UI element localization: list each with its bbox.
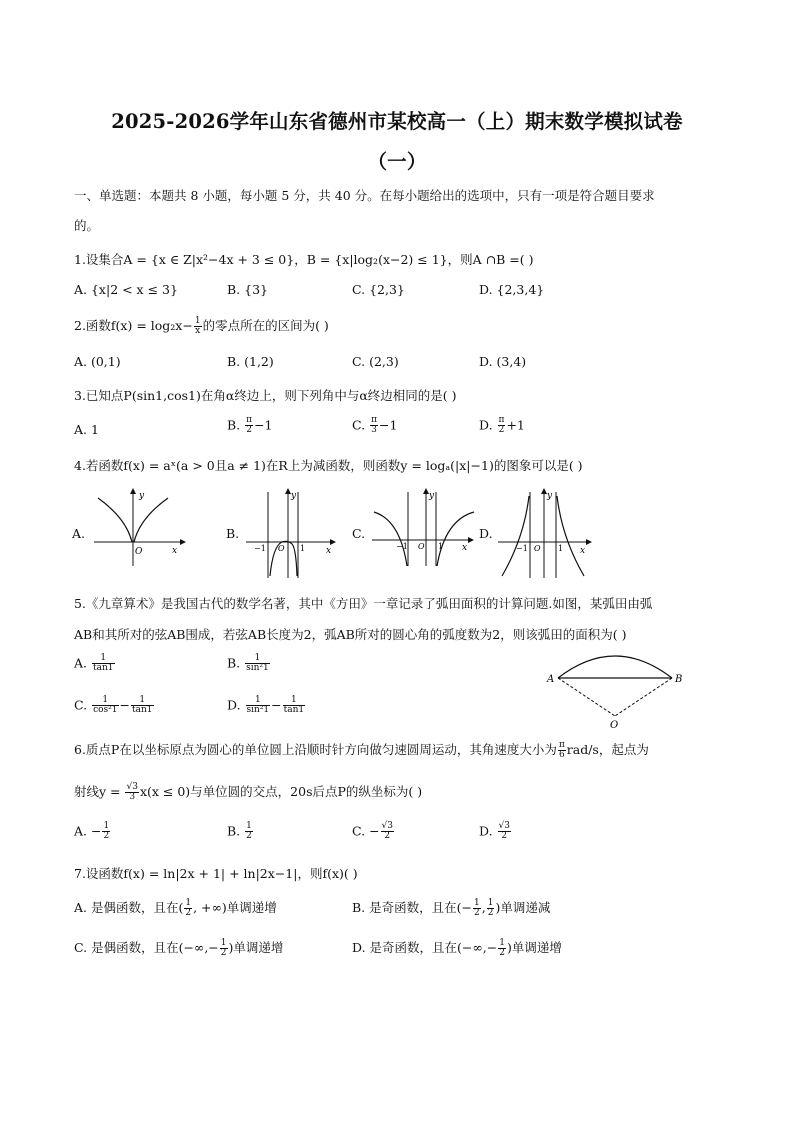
q5-c-num-2: 1 [131, 696, 154, 706]
q7-c-fraction [220, 939, 228, 959]
q4a-x-label: x [172, 546, 178, 556]
q1-option-b[interactable]: B. {3} [227, 282, 268, 297]
q7-b-fraction-2 [487, 899, 495, 919]
q6-c-den: 2 [384, 831, 391, 842]
q2-option-b[interactable]: B. (1,2) [227, 354, 274, 369]
q6-c-num: √3 [381, 821, 394, 831]
q6-option-d[interactable] [479, 822, 512, 842]
q4c-neg1: −1 [396, 542, 408, 551]
q6-omega-num: π [558, 739, 565, 750]
q6-b-fraction [245, 822, 253, 842]
q2-stem-start: 2.函数f(x) = log₂x− [74, 318, 193, 333]
q5-a-fraction [92, 654, 115, 674]
q6-line2-end: x(x ≤ 0)与单位圆的交点，20s后点P的纵坐标为( ) [139, 784, 423, 799]
q2-option-a[interactable]: A. (0,1) [74, 354, 121, 369]
q5-d-num-2: 1 [283, 696, 306, 706]
q5-option-d[interactable] [227, 696, 306, 716]
q6-slope-den: 3 [129, 792, 136, 802]
exam-title: 2025-2026学年山东省德州市某校高一（上）期末数学模拟试卷 [111, 110, 683, 133]
q5-a-num: 1 [92, 654, 115, 664]
q6-d-fraction [498, 822, 511, 842]
q4-option-a-label[interactable]: A. [72, 526, 86, 541]
q6-omega-den: 6 [558, 750, 565, 760]
q7-option-a[interactable] [74, 898, 277, 918]
q3-option-a[interactable]: A. 1 [74, 422, 99, 437]
q4-option-b-label[interactable]: B. [226, 526, 240, 541]
q4d-origin: O [534, 544, 541, 553]
q4d-pos1: 1 [558, 544, 564, 553]
q3-b-num: π [246, 415, 253, 425]
q1-option-a[interactable]: A. {x|2 < x ≤ 3} [74, 282, 178, 297]
q5-d-num-1: 1 [246, 696, 271, 706]
q7-a-start: A. 是偶函数，且在( [74, 900, 184, 915]
q5-c-label: C. [74, 697, 92, 713]
q6-b-label: B. [227, 823, 245, 839]
q6-omega-fraction [558, 741, 566, 761]
q7-option-b[interactable] [352, 898, 550, 918]
q5-b-den: sin²1 [246, 663, 269, 674]
q5-option-c[interactable] [74, 696, 155, 716]
q2-fraction [194, 317, 202, 337]
q6-slope-fraction [125, 783, 138, 803]
q2-frac-den: x [195, 326, 201, 336]
question-5-stem-cont: AB和其所对的弦AB围成，若弦AB长度为2，弧AB所对的圆心角的弧度数为2，则该弧田的面积为( ) [74, 627, 627, 642]
q7-d-den: 2 [499, 948, 505, 958]
q3-d-fraction [498, 416, 506, 436]
q7-a-fraction [184, 899, 192, 919]
question-5-stem: 5.《九章算术》是我国古代的数学名著，其中《方田》一章记录了弧田面积的计算问题.如图，某弧田由弧 [74, 596, 653, 611]
q6-line1-end: rad/s，起点为 [566, 742, 649, 757]
q3-d-rest: +1 [506, 417, 525, 433]
q5-option-a[interactable] [74, 654, 116, 674]
q2-stem-end: 的零点所在的区间为( ) [202, 318, 329, 333]
q7-a-den: 2 [185, 908, 192, 918]
q5-radius-oa [558, 678, 615, 716]
q3-option-d[interactable] [479, 416, 525, 436]
q7-c-end: )单调递增 [228, 940, 284, 955]
q4d-neg1: −1 [516, 544, 528, 553]
q4c-y-label: y [429, 491, 435, 501]
q3-option-b[interactable] [227, 416, 273, 436]
q3-b-den: 2 [246, 425, 252, 436]
q4b-y-label: y [291, 491, 297, 501]
q3-d-num: π [498, 415, 505, 425]
q7-d-fraction [498, 939, 506, 959]
q7-b-sep: , [481, 900, 486, 915]
q3-c-den: 3 [371, 425, 377, 436]
q3-option-c[interactable] [352, 416, 397, 436]
q6-option-b[interactable] [227, 822, 254, 842]
q6-line2-start: 射线y = [74, 784, 125, 799]
q5-arc-ab [558, 656, 672, 678]
q3-c-label: C. [352, 417, 370, 433]
q6-b-num: 1 [246, 821, 252, 831]
q5-point-o: O [610, 720, 619, 730]
q6-c-fraction [381, 822, 394, 842]
q7-c-start: C. 是偶函数，且在(−∞,− [74, 940, 219, 955]
q6-a-fraction [102, 822, 110, 842]
q2-frac-num: 1 [194, 315, 201, 326]
q7-b-start: B. 是奇函数，且在(− [352, 900, 472, 915]
q4d-y-label: y [547, 491, 553, 501]
q6-slope-num: √3 [126, 781, 138, 792]
q3-b-fraction [245, 416, 253, 436]
q5-c-minus: − [119, 697, 130, 713]
q5-b-label: B. [227, 655, 245, 671]
q7-b-fraction-1 [473, 899, 481, 919]
q3-b-label: B. [227, 417, 245, 433]
q6-d-num: √3 [498, 821, 510, 831]
q5-d-den-1: sin²1 [246, 705, 270, 716]
q3-d-den: 2 [498, 425, 505, 436]
q7-d-num: 1 [499, 937, 505, 948]
q5-d-fraction-2 [283, 696, 306, 716]
question-7-stem: 7.设函数f(x) = ln|2x + 1| + ln|2x−1|，则f(x)( ) [74, 866, 358, 881]
q5-c-fraction-1 [92, 696, 118, 716]
q4-graph-b[interactable] [244, 486, 336, 580]
q5-option-b[interactable] [227, 654, 271, 674]
q5-c-num-1: 1 [92, 696, 118, 706]
q6-d-den: 2 [501, 831, 508, 842]
q7-a-end: , +∞)单调递增 [193, 900, 277, 915]
q6-c-label: C. − [352, 823, 380, 839]
q4b-neg1: −1 [254, 544, 266, 553]
q4c-pos1: 1 [438, 542, 444, 551]
q5-d-minus: − [271, 697, 282, 713]
q7-b-den-1: 2 [473, 908, 480, 918]
q4d-x-label: x [580, 546, 586, 556]
section-header-cont: 的。 [74, 218, 100, 233]
q6-b-den: 2 [246, 831, 252, 842]
q7-b-den-2: 2 [487, 908, 494, 918]
q1-option-c[interactable]: C. {2,3} [352, 282, 405, 297]
q5-point-b: B [675, 674, 683, 685]
q5-b-num: 1 [245, 654, 270, 664]
q7-b-num-2: 1 [487, 897, 494, 908]
question-6-stem [74, 740, 649, 760]
q7-c-num: 1 [220, 937, 227, 948]
question-6-stem-cont [74, 782, 422, 802]
q1-option-d[interactable]: D. {2,3,4} [479, 282, 545, 297]
exam-title-suffix: （一） [367, 150, 427, 173]
q6-a-label: A. − [74, 823, 102, 839]
section-header: 一、单选题：本题共 8 小题，每小题 5 分，共 40 分。在每小题给出的选项中，只有一项是符合题目要求 [74, 188, 655, 203]
q4-graph-c[interactable] [370, 486, 476, 568]
q5-d-den-2: tan1 [283, 705, 305, 716]
q5-a-den: tan1 [92, 663, 114, 674]
q5-c-fraction-2 [131, 696, 154, 716]
q4-option-d-label[interactable]: D. [479, 526, 493, 541]
q4b-origin: O [278, 544, 285, 553]
q6-line1-start: 6.质点P在以坐标原点为圆心的单位圆上沿顺时针方向做匀速圆周运动，其角速度大小为 [74, 742, 557, 757]
q3-c-fraction [370, 416, 378, 436]
q2-option-c[interactable]: C. (2,3) [352, 354, 399, 369]
q4a-origin: O [135, 547, 143, 557]
q7-option-d[interactable] [352, 938, 562, 958]
q4c-origin: O [418, 542, 425, 551]
q4b-x-label: x [326, 546, 332, 556]
q7-a-num: 1 [185, 897, 192, 908]
question-3-stem: 3.已知点P(sin1,cos1)在角α终边上，则下列角中与α终边相同的是( ) [74, 388, 457, 403]
q7-d-start: D. 是奇函数，且在(−∞,− [352, 940, 498, 955]
q5-b-fraction [245, 654, 270, 674]
q7-b-end: )单调递减 [495, 900, 551, 915]
question-4-stem: 4.若函数f(x) = aˣ(a > 0且a ≠ 1)在R上为减函数，则函数y = logₐ(|x|−1)的图象可以是( ) [74, 458, 583, 473]
q7-c-den: 2 [220, 948, 227, 958]
q4c-x-label: x [462, 543, 468, 553]
q4a-y-label: y [139, 491, 145, 501]
q6-option-a[interactable] [74, 822, 111, 842]
q6-option-c[interactable] [352, 822, 395, 842]
q4-graph-d[interactable] [496, 486, 592, 580]
q3-c-rest: −1 [379, 417, 398, 433]
q3-b-rest: −1 [254, 417, 273, 433]
q5-arc-field-figure [540, 640, 690, 730]
q5-a-label: A. [74, 655, 91, 671]
q3-d-label: D. [479, 417, 497, 433]
question-2-stem [74, 316, 329, 336]
q5-point-a: A [547, 674, 555, 685]
q6-a-num: 1 [103, 821, 110, 831]
q2-option-d[interactable]: D. (3,4) [479, 354, 527, 369]
q7-d-end: )单调递增 [506, 940, 562, 955]
q5-d-label: D. [227, 697, 245, 713]
question-1-stem: 1.设集合A = {x ∈ Z|x²−4x + 3 ≤ 0}，B = {x|log₂(x−2) ≤ 1}，则A ∩B =( ) [74, 252, 534, 267]
q6-d-label: D. [479, 823, 497, 839]
q4-graph-a[interactable] [90, 486, 186, 568]
q4-option-c-label[interactable]: C. [352, 526, 366, 541]
q5-radius-ob [615, 678, 672, 716]
q5-d-fraction-1 [246, 696, 271, 716]
q5-c-den-1: cos²1 [93, 705, 118, 716]
q6-a-den: 2 [103, 831, 110, 842]
q7-b-num-1: 1 [473, 897, 480, 908]
q5-c-den-2: tan1 [131, 705, 153, 716]
q4b-pos1: 1 [300, 544, 306, 553]
q7-option-c[interactable] [74, 938, 283, 958]
q3-c-num: π [371, 415, 377, 425]
